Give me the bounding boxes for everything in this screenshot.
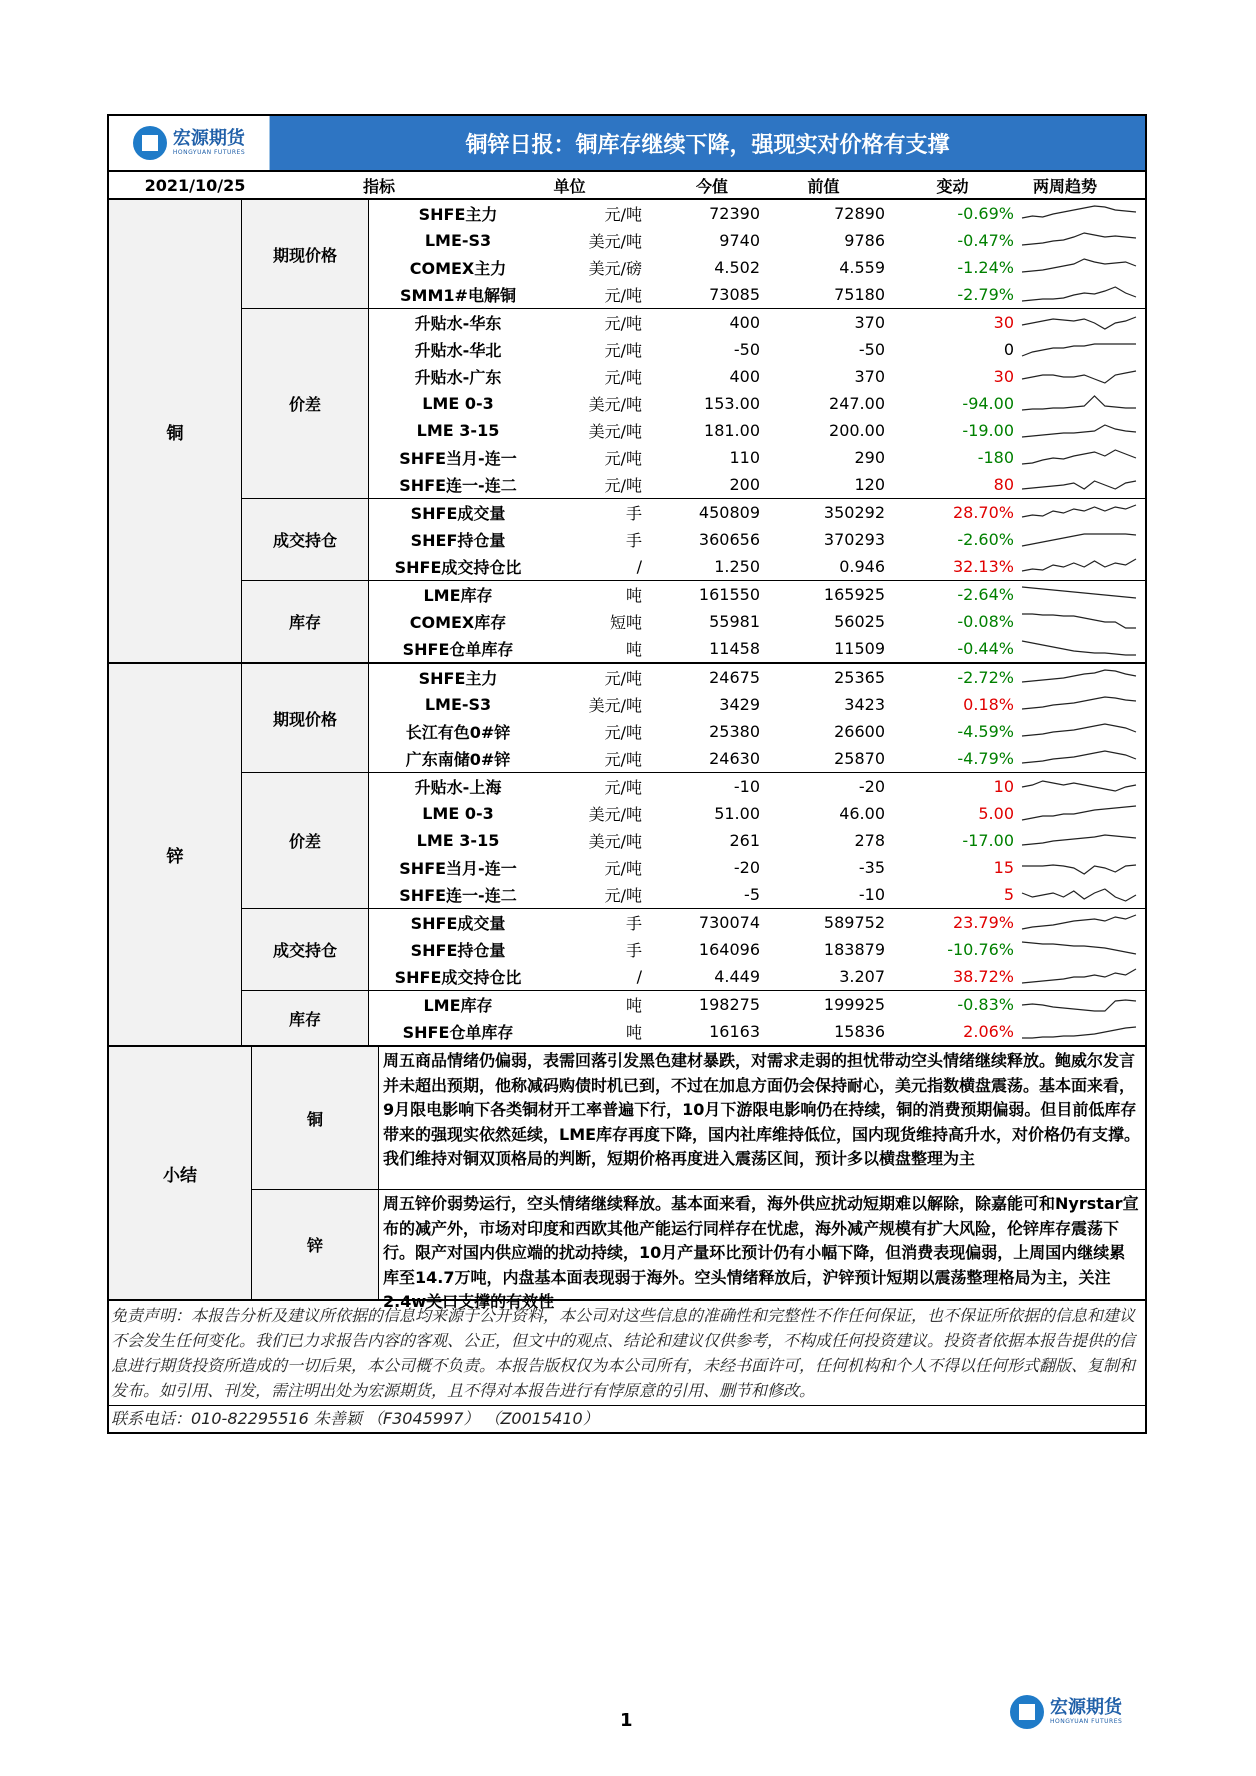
trend-sparkline <box>1014 1020 1145 1044</box>
prev-value: 3.207 <box>839 967 885 986</box>
prev-value: 25365 <box>834 668 885 687</box>
summary-copper-text: 周五商品情绪仍偏弱，表需回落引发黑色建材暴跌，对需求走弱的担忧带动空头情绪继续释放。鲍威尔发言并未超出预期，他称减码购债时机已到，不过在加息方面仍会保持耐心，美元指数横盘震荡。基本面来看，9月限电影响下各类铜材开工率普遍下行，10月下游限电影响仍在持续，铜的消费预期偏弱。但目前低库存带来的强现实依然延续，LME库存再度下降，国内社库维持低位，国内现货维持高升水，对价格仍有支撑。我们维持对铜双顶格局的判断，短期价格再度进入震荡区间，预计多以横盘整理为主 <box>383 1051 1141 1168</box>
subgroup <box>242 309 1145 499</box>
now-value: 11458 <box>709 639 760 658</box>
sparkline-path <box>1022 697 1136 709</box>
footer-logo-en: HONGYUAN FUTURES <box>1050 1718 1123 1725</box>
change-value: -4.59% <box>957 722 1014 741</box>
sparkline-path <box>1022 534 1136 546</box>
trend-sparkline <box>1014 555 1145 579</box>
subgroup-label: 期现价格 <box>242 200 369 308</box>
trend-sparkline <box>1014 202 1145 226</box>
indicator-name: SHEF持仓量 <box>410 531 506 550</box>
prev-value: 165925 <box>823 585 885 604</box>
change-value: 5.00 <box>978 804 1014 823</box>
unit-cell: 元/吨 <box>604 341 642 360</box>
unit-cell: 美元/吨 <box>588 696 642 715</box>
unit-cell: 元/吨 <box>604 449 642 468</box>
indicator-name: SHFE仓单库存 <box>402 640 514 659</box>
contact: 联系电话：010-82295516 朱善颖 （F3045997） （Z0015410） <box>111 1409 599 1428</box>
change-value: -94.00 <box>962 394 1014 413</box>
now-value: 198275 <box>698 995 760 1014</box>
table-row <box>369 881 1145 908</box>
now-value: 25380 <box>709 722 760 741</box>
indicator-name: SHFE成交量 <box>410 504 506 523</box>
indicator-name: SHFE主力 <box>418 205 498 224</box>
indicator-name: SHFE连一-连二 <box>399 886 517 905</box>
table-row <box>369 718 1145 745</box>
prev-value: 46.00 <box>839 804 885 823</box>
sparkline-path <box>1022 670 1136 682</box>
sparkline-path <box>1022 865 1136 874</box>
sparkline-path <box>1022 450 1136 464</box>
unit-cell: 吨 <box>625 1023 642 1042</box>
indicator-name: SHFE连一-连二 <box>399 476 517 495</box>
table-row <box>369 1018 1145 1045</box>
table-row <box>369 200 1145 227</box>
table-row <box>369 417 1145 444</box>
indicator-name: 升贴水-华北 <box>414 341 502 360</box>
summary-copper-label: 铜 <box>252 1047 379 1189</box>
prev-value: 589752 <box>823 913 885 932</box>
now-value: 24675 <box>709 668 760 687</box>
unit-cell: 短吨 <box>609 613 642 632</box>
unit-cell: 手 <box>625 914 642 933</box>
unit-cell: 元/吨 <box>604 476 642 495</box>
unit-cell: 元/吨 <box>604 205 642 224</box>
sparkline-path <box>1022 371 1136 383</box>
company-logo <box>109 116 270 170</box>
trend-sparkline <box>1014 311 1145 335</box>
table-row <box>369 390 1145 417</box>
now-value: 400 <box>729 367 760 386</box>
prev-value: 350292 <box>823 503 885 522</box>
summary-label: 小结 <box>109 1047 252 1299</box>
trend-sparkline <box>1014 802 1145 826</box>
change-value: 30 <box>993 313 1014 332</box>
table-row <box>369 581 1145 608</box>
prev-value: 9786 <box>844 231 885 250</box>
trend-sparkline <box>1014 747 1145 771</box>
trend-sparkline <box>1014 965 1145 989</box>
sparkline-path <box>1022 641 1136 655</box>
indicator-name: LME 3-15 <box>416 831 500 850</box>
table-row <box>369 363 1145 390</box>
now-value: 4.449 <box>714 967 760 986</box>
sparkline-path <box>1022 587 1136 598</box>
sparkline-path <box>1022 969 1136 983</box>
change-value: 32.13% <box>952 557 1014 576</box>
prev-value: 15836 <box>834 1022 885 1041</box>
logo-mark-icon <box>133 126 167 160</box>
summary-zinc-label: 锌 <box>252 1190 379 1299</box>
unit-cell: 元/吨 <box>604 723 642 742</box>
col-now: 今值 <box>695 176 728 196</box>
table-row <box>369 499 1145 526</box>
prev-value: 370 <box>854 367 885 386</box>
unit-cell: 吨 <box>625 586 642 605</box>
sparkline-path <box>1022 287 1136 301</box>
indicator-name: SHFE持仓量 <box>410 941 506 960</box>
subgroup-label: 成交持仓 <box>242 909 369 990</box>
unit-cell: 元/吨 <box>604 886 642 905</box>
subgroup <box>242 581 1145 662</box>
sparkline-path <box>1022 233 1136 245</box>
change-value: 5 <box>1003 885 1014 904</box>
indicator-name: SMM1#电解铜 <box>400 286 516 305</box>
now-value: 110 <box>729 448 760 467</box>
sparkline-path <box>1022 425 1136 437</box>
indicator-name: 升贴水-广东 <box>414 368 502 387</box>
now-value: 1.250 <box>714 557 760 576</box>
trend-sparkline <box>1014 528 1145 552</box>
col-change: 变动 <box>936 176 969 196</box>
prev-value: 11509 <box>834 639 885 658</box>
trend-sparkline <box>1014 229 1145 253</box>
now-value: 55981 <box>709 612 760 631</box>
change-value: 28.70% <box>952 503 1014 522</box>
trend-sparkline <box>1014 693 1145 717</box>
indicator-name: 升贴水-华东 <box>414 314 502 333</box>
prev-value: 290 <box>854 448 885 467</box>
change-value: -2.72% <box>957 668 1014 687</box>
table-row <box>369 800 1145 827</box>
now-value: 153.00 <box>704 394 760 413</box>
prev-value: 120 <box>854 475 885 494</box>
indicator-name: SHFE成交量 <box>410 914 506 933</box>
unit-cell: 吨 <box>625 996 642 1015</box>
subgroup-label: 库存 <box>242 581 369 662</box>
change-value: -0.69% <box>957 204 1014 223</box>
change-value: -2.60% <box>957 530 1014 549</box>
group-label: 锌 <box>109 664 242 1045</box>
change-value: 80 <box>993 475 1014 494</box>
col-prev: 前值 <box>807 176 840 196</box>
subgroup-label: 价差 <box>242 773 369 908</box>
summary-group <box>109 1047 1145 1311</box>
subgroup-label: 期现价格 <box>242 664 369 772</box>
table-row <box>369 608 1145 635</box>
table-row <box>369 827 1145 854</box>
trend-sparkline <box>1014 775 1145 799</box>
unit-cell: 吨 <box>625 640 642 659</box>
prev-value: 370293 <box>823 530 885 549</box>
report-title: 铜锌日报：铜库存继续下降，强现实对价格有支撑 <box>270 116 1145 170</box>
table-row <box>369 336 1145 363</box>
group-label: 铜 <box>109 200 242 662</box>
prev-value: 25870 <box>834 749 885 768</box>
change-value: 15 <box>993 858 1014 877</box>
table-row <box>369 909 1145 936</box>
trend-sparkline <box>1014 419 1145 443</box>
sparkline-path <box>1022 889 1136 901</box>
now-value: -5 <box>744 885 760 904</box>
prev-value: -20 <box>858 777 885 796</box>
unit-cell: / <box>636 967 642 986</box>
sparkline-path <box>1022 751 1136 763</box>
table-row <box>369 936 1145 963</box>
prev-value: -35 <box>858 858 885 877</box>
change-value: -2.64% <box>957 585 1014 604</box>
trend-sparkline <box>1014 938 1145 962</box>
subgroup-label: 价差 <box>242 309 369 498</box>
unit-cell: 美元/吨 <box>588 832 642 851</box>
now-value: 200 <box>729 475 760 494</box>
trend-sparkline <box>1014 256 1145 280</box>
trend-sparkline <box>1014 473 1145 497</box>
now-value: 400 <box>729 313 760 332</box>
report-header <box>109 116 1145 172</box>
sparkline-path <box>1022 259 1136 272</box>
now-value: 181.00 <box>704 421 760 440</box>
indicator-name: LME-S3 <box>424 231 492 250</box>
change-value: 0.18% <box>963 695 1014 714</box>
trend-sparkline <box>1014 720 1145 744</box>
subgroup <box>242 773 1145 909</box>
now-value: 4.502 <box>714 258 760 277</box>
now-value: -10 <box>733 777 760 796</box>
sparkline-path <box>1022 396 1136 410</box>
sparkline-path <box>1022 206 1136 218</box>
table-row <box>369 471 1145 498</box>
table-row <box>369 444 1145 471</box>
subgroup <box>242 200 1145 309</box>
prev-value: 199925 <box>823 995 885 1014</box>
trend-sparkline <box>1014 829 1145 853</box>
unit-cell: 美元/吨 <box>588 395 642 414</box>
now-value: 24630 <box>709 749 760 768</box>
now-value: -20 <box>733 858 760 877</box>
sparkline-path <box>1022 344 1136 356</box>
change-value: 2.06% <box>963 1022 1014 1041</box>
trend-sparkline <box>1014 856 1145 880</box>
now-value: 9740 <box>719 231 760 250</box>
change-value: 38.72% <box>952 967 1014 986</box>
indicator-name: LME-S3 <box>424 695 492 714</box>
unit-cell: 美元/磅 <box>588 259 642 278</box>
sparkline-path <box>1022 806 1136 820</box>
now-value: 730074 <box>698 913 760 932</box>
now-value: 450809 <box>698 503 760 522</box>
prev-value: 3423 <box>844 695 885 714</box>
change-value: 30 <box>993 367 1014 386</box>
trend-sparkline <box>1014 583 1145 607</box>
prev-value: 0.946 <box>839 557 885 576</box>
indicator-name: SHFE成交持仓比 <box>394 968 522 987</box>
now-value: 72390 <box>709 204 760 223</box>
unit-cell: 元/吨 <box>604 859 642 878</box>
now-value: 360656 <box>698 530 760 549</box>
col-trend: 两周趋势 <box>1032 176 1097 196</box>
indicator-name: SHFE主力 <box>418 669 498 688</box>
unit-cell: 手 <box>625 504 642 523</box>
prev-value: 75180 <box>834 285 885 304</box>
now-value: 164096 <box>698 940 760 959</box>
now-value: 73085 <box>709 285 760 304</box>
sparkline-path <box>1022 781 1136 791</box>
change-value: -19.00 <box>962 421 1014 440</box>
trend-sparkline <box>1014 610 1145 634</box>
table-row <box>369 281 1145 308</box>
indicator-name: LME 0-3 <box>422 804 494 823</box>
subgroup <box>242 991 1145 1045</box>
now-value: 261 <box>729 831 760 850</box>
unit-cell: 美元/吨 <box>588 232 642 251</box>
table-row <box>369 664 1145 691</box>
sparkline-path <box>1022 505 1136 517</box>
subgroup-label: 库存 <box>242 991 369 1045</box>
indicator-name: 长江有色0#锌 <box>405 723 511 742</box>
footer-logo-cn: 宏源期货 <box>1050 1697 1122 1718</box>
trend-sparkline <box>1014 283 1145 307</box>
table-row <box>369 745 1145 772</box>
sparkline-path <box>1022 1000 1136 1011</box>
change-value: -17.00 <box>962 831 1014 850</box>
unit-cell: 美元/吨 <box>588 422 642 441</box>
prev-value: 183879 <box>823 940 885 959</box>
table-row <box>369 553 1145 580</box>
unit-cell: / <box>636 557 642 576</box>
now-value: 161550 <box>698 585 760 604</box>
sparkline-path <box>1022 1027 1136 1038</box>
logo-en: HONGYUAN FUTURES <box>172 149 246 156</box>
unit-cell: 元/吨 <box>604 750 642 769</box>
subgroup <box>242 664 1145 773</box>
trend-sparkline <box>1014 392 1145 416</box>
table-row <box>369 635 1145 662</box>
col-date: 2021/10/25 <box>144 175 246 195</box>
col-unit: 单位 <box>553 176 586 196</box>
unit-cell: 元/吨 <box>604 314 642 333</box>
indicator-name: SHFE当月-连一 <box>399 449 517 468</box>
prev-value: 370 <box>854 313 885 332</box>
change-value: -10.76% <box>947 940 1014 959</box>
sparkline-path <box>1022 317 1136 329</box>
prev-value: 4.559 <box>839 258 885 277</box>
table-row <box>369 227 1145 254</box>
column-header <box>109 172 1145 200</box>
table-row <box>369 309 1145 336</box>
prev-value: -10 <box>858 885 885 904</box>
indicator-name: 升贴水-上海 <box>414 778 502 797</box>
table-row <box>369 526 1145 553</box>
change-value: -180 <box>977 448 1014 467</box>
report-sheet <box>107 114 1147 1434</box>
sparkline-path <box>1022 614 1136 628</box>
table-row <box>369 963 1145 990</box>
logo-cn: 宏源期货 <box>172 128 245 149</box>
change-value: -1.24% <box>957 258 1014 277</box>
change-value: -2.79% <box>957 285 1014 304</box>
now-value: -50 <box>733 340 760 359</box>
change-value: -0.08% <box>957 612 1014 631</box>
group-1 <box>109 664 1145 1047</box>
unit-cell: 手 <box>625 531 642 550</box>
indicator-name: LME库存 <box>423 996 493 1015</box>
change-value: 10 <box>993 777 1014 796</box>
sparkline-path <box>1022 559 1136 571</box>
trend-sparkline <box>1014 911 1145 935</box>
unit-cell: 手 <box>625 941 642 960</box>
table-row <box>369 773 1145 800</box>
change-value: -0.47% <box>957 231 1014 250</box>
change-value: 23.79% <box>952 913 1014 932</box>
sparkline-path <box>1022 481 1136 489</box>
table-row <box>369 254 1145 281</box>
change-value: 0 <box>1003 340 1014 359</box>
prev-value: 200.00 <box>829 421 885 440</box>
trend-sparkline <box>1014 666 1145 690</box>
prev-value: 72890 <box>834 204 885 223</box>
sparkline-path <box>1022 724 1136 736</box>
indicator-name: SHFE当月-连一 <box>399 859 517 878</box>
prev-value: 56025 <box>834 612 885 631</box>
change-value: -4.79% <box>957 749 1014 768</box>
sparkline-path <box>1022 915 1136 929</box>
sparkline-path <box>1022 835 1136 845</box>
trend-sparkline <box>1014 883 1145 907</box>
subgroup <box>242 499 1145 581</box>
table-row <box>369 854 1145 881</box>
indicator-name: SHFE仓单库存 <box>402 1023 514 1042</box>
subgroup <box>242 909 1145 991</box>
change-value: -0.83% <box>957 995 1014 1014</box>
trend-sparkline <box>1014 446 1145 470</box>
trend-sparkline <box>1014 338 1145 362</box>
unit-cell: 元/吨 <box>604 669 642 688</box>
indicator-name: LME库存 <box>423 586 493 605</box>
footer-logo <box>1010 1695 1122 1729</box>
indicator-name: LME 3-15 <box>416 421 500 440</box>
unit-cell: 美元/吨 <box>588 805 642 824</box>
prev-value: 26600 <box>834 722 885 741</box>
now-value: 51.00 <box>714 804 760 823</box>
trend-sparkline <box>1014 501 1145 525</box>
unit-cell: 元/吨 <box>604 286 642 305</box>
unit-cell: 元/吨 <box>604 778 642 797</box>
group-0 <box>109 200 1145 664</box>
footer-logo-mark-icon <box>1010 1695 1044 1729</box>
trend-sparkline <box>1014 993 1145 1017</box>
trend-sparkline <box>1014 637 1145 661</box>
prev-value: 247.00 <box>829 394 885 413</box>
table-row <box>369 691 1145 718</box>
now-value: 16163 <box>709 1022 760 1041</box>
data-groups <box>109 200 1145 1047</box>
prev-value: -50 <box>858 340 885 359</box>
col-indicator: 指标 <box>362 176 395 196</box>
unit-cell: 元/吨 <box>604 368 642 387</box>
indicator-name: COMEX主力 <box>409 259 507 278</box>
table-row <box>369 991 1145 1018</box>
indicator-name: LME 0-3 <box>422 394 494 413</box>
sparkline-path <box>1022 942 1136 954</box>
summary-zinc-text: 周五锌价弱势运行，空头情绪继续释放。基本面来看，海外供应扰动短期难以解除，除嘉能可和Nyrstar宣布的减产外，市场对印度和西欧其他产能运行同样存在忧虑，海外减产规模有扩大风险，伦锌库存震荡下行。限产对国内供应端的扰动持续，10月产量环比预计仍有小幅下降，但消费表现偏弱，上周国内继续累库至14.7万吨，内盘基本面表现弱于海外。空头情绪释放后，沪锌预计短期以震荡整理格局为主，关注2.4w关口支撑的有效性 <box>383 1194 1139 1311</box>
indicator-name: SHFE成交持仓比 <box>394 558 522 577</box>
prev-value: 278 <box>854 831 885 850</box>
trend-sparkline <box>1014 365 1145 389</box>
now-value: 3429 <box>719 695 760 714</box>
page-number: 1 <box>620 1710 633 1731</box>
indicator-name: 广东南储0#锌 <box>405 750 511 769</box>
change-value: -0.44% <box>957 639 1014 658</box>
subgroup-label: 成交持仓 <box>242 499 369 580</box>
disclaimer: 免责声明：本报告分析及建议所依据的信息均来源于公开资料，本公司对这些信息的准确性和完整性不作任何保证，也不保证所依据的信息和建议不会发生任何变化。我们已力求报告内容的客观、公正，但文中的观点、结论和建议仅供参考，不构成任何投资建议。投资者依据本报告提供的信息进行期货投资所造成的一切后果，本公司概不负责。本报告版权仅为本公司所有，未经书面许可，任何机构和个人不得以任何形式翻版、复制和发布。如引用、刊发，需注明出处为宏源期货，且不得对本报告进行有悖原意的引用、删节和修改。 <box>109 1301 1145 1406</box>
indicator-name: COMEX库存 <box>409 613 507 632</box>
